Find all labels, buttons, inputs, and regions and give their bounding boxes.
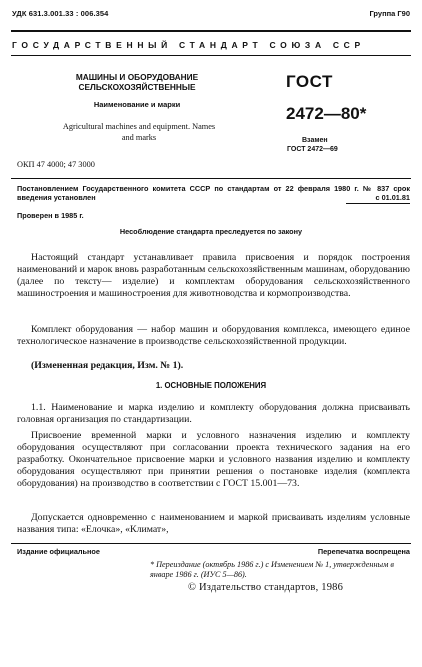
- decree-date-underline: [346, 203, 410, 204]
- paragraph-intro: Настоящий стандарт устанавливает правила присвоения и порядок построения наименований и марок вновь разработанным сельскохозяйственным машинам, оборудованию (далее по тексту— изделие) и комплектам оборудования сельскохозяйственного машиностроения и машиностроения для животноводства и кормопроизводства.: [17, 252, 410, 299]
- header-rule-bottom: [11, 55, 411, 56]
- section-title: 1. ОСНОВНЫЕ ПОЛОЖЕНИЯ: [155, 381, 267, 390]
- reprint-notice: Перепечатка воспрещена: [317, 547, 410, 556]
- standard-title: ГОСУДАРСТВЕННЫЙ СТАНДАРТ СОЮЗА ССР: [12, 40, 365, 50]
- udk-code: УДК 631.3.001.33 : 006.354: [12, 9, 109, 18]
- footer-rule: [11, 543, 411, 544]
- document-subtitle: Наименование и марки: [93, 100, 181, 109]
- document-title: МАШИНЫ И ОБОРУДОВАНИЕ СЕЛЬСКОХОЗЯЙСТВЕННЫЕ: [75, 72, 199, 92]
- header-rule-top: [11, 30, 411, 32]
- decree-text: Постановлением Государственного комитета СССР по стандартам от 22 февраля 1980 г. № 837 срок введения установлен: [17, 184, 410, 203]
- decree-rule: [11, 178, 411, 179]
- replaces-value: ГОСТ 2472—69: [287, 146, 338, 153]
- prosecution-note: Несоблюдение стандарта преследуется по закону: [119, 227, 303, 236]
- paragraph-assignment: Присвоение временной марки и условного назначения изделию и комплекту оборудования осуществляют при согласовании проекта технического задания на его разработку. Окончательное присвоение марки и условного названия изделию и комплекту оборудования осуществляют при принятии решения о постановке изделия (комплекта оборудования) на производство в соответствии с ГОСТ 15.001—73.: [17, 430, 410, 489]
- decree-date: с 01.01.81: [375, 193, 410, 202]
- okp-code: ОКП 47 4000; 47 3000: [17, 160, 95, 169]
- paragraph-1-1: 1.1. Наименование и марка изделию и комплекту оборудования должна присваивать головная организация по стандартизации.: [17, 402, 410, 425]
- replaces-label: Взамен: [302, 137, 328, 144]
- reissue-note: * Переиздание (октябрь 1986 г.) с Изменением № 1, утвержденным в январе 1986 г. (ИУС 5—86).: [150, 560, 394, 580]
- paragraph-names: Допускается одновременно с наименованием и маркой присваивать изделиям условные названия типа: «Елочка», «Климат»,: [17, 512, 410, 535]
- gost-label: ГОСТ: [286, 72, 333, 91]
- edition-label: Издание официальное: [17, 547, 100, 556]
- group-code: Группа Г90: [369, 9, 410, 18]
- copyright-notice: © Издательство стандартов, 1986: [188, 582, 344, 593]
- checked-note: Проверен в 1985 г.: [17, 211, 84, 220]
- english-title: Agricultural machines and equipment. Names and marks: [62, 122, 216, 142]
- paragraph-definition: Комплект оборудования — набор машин и оборудования комплекса, имеющего единое технологическое назначение в производстве сельскохозяйственной продукции.: [17, 324, 410, 347]
- amendment-note: (Измененная редакция, Изм. № 1).: [31, 360, 184, 371]
- gost-number: 2472—80*: [286, 104, 367, 123]
